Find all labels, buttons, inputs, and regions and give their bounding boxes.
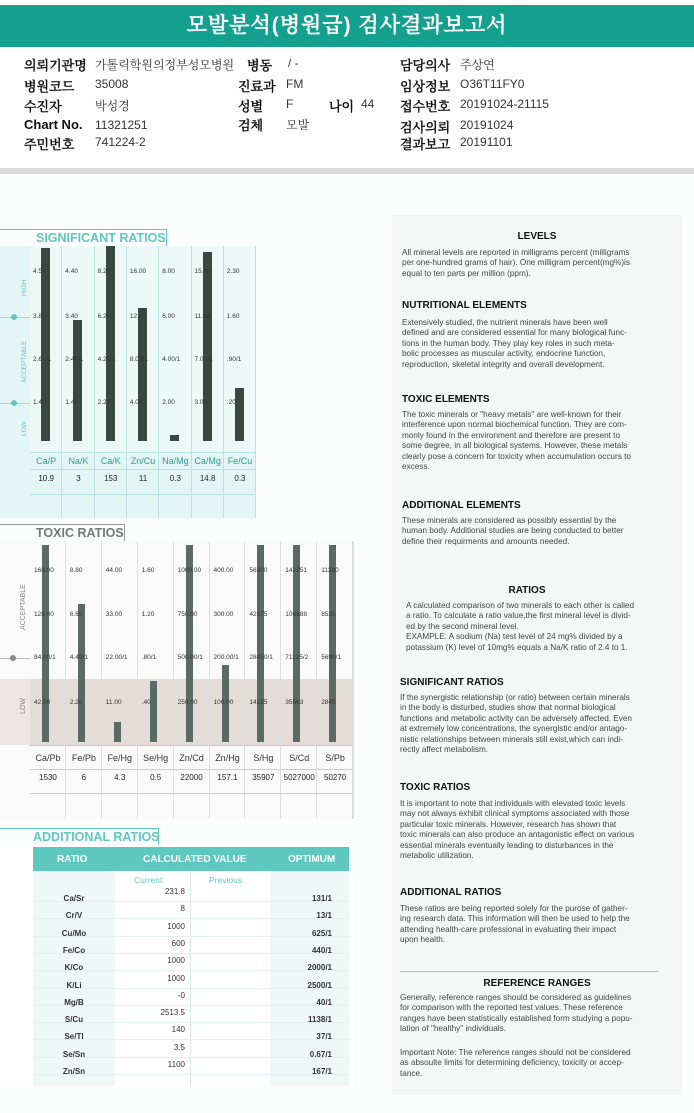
tox-tick-label: 35563	[285, 699, 304, 706]
tox-bar	[42, 545, 49, 742]
add-ratio-name: K/Li	[66, 980, 82, 990]
tox-tick-label: 1000.00	[177, 567, 202, 574]
sig-tick-label: 1.40	[65, 399, 78, 406]
sig-column-name: Ca/P	[36, 456, 57, 466]
doctor-label: 담당의사	[400, 58, 451, 73]
sig-tick-label: 4.50	[33, 268, 46, 275]
hospital-code-label: 병원코드	[24, 79, 75, 94]
sig-column-value: 0.3	[234, 474, 246, 483]
sig-tick-label: 6.20	[97, 313, 111, 320]
tox-column-value: 6	[81, 773, 87, 782]
sig-column-name: Na/K	[68, 456, 89, 466]
receipt-no-label: 접수번호	[400, 99, 451, 114]
sig-tick-label: 3.80	[33, 313, 46, 320]
sig-high-label: HIGH	[21, 279, 28, 296]
add-current-value: 1100	[167, 1060, 185, 1069]
tox-tick-label: 2.20	[69, 699, 83, 706]
sig-divider	[30, 452, 256, 453]
dept-label: 진료과	[238, 79, 276, 94]
rrn-value: 741224-2	[95, 135, 146, 149]
tox-tick-label: 22.00/1	[105, 654, 128, 661]
add-current-value: 2513.5	[160, 1008, 185, 1018]
recipient-value: 박성경	[95, 99, 130, 113]
add-heading: ADDITIONAL RATIOS	[33, 830, 160, 844]
tox-column-name: Zn/Cd	[179, 753, 204, 763]
add-optimum-value: 131/1	[311, 894, 332, 903]
tox-tick-label: 6.60	[69, 611, 83, 618]
tox-tick-label: 300.00	[213, 611, 234, 618]
tox-zone-marker	[10, 655, 16, 661]
sig-column-name: Ca/K	[100, 456, 121, 466]
additional-elements-heading: ADDITIONAL ELEMENTS	[402, 500, 521, 511]
sig-column-name: Na/Mg	[162, 456, 189, 466]
tox-bar	[150, 681, 157, 742]
institution-value: 가톨릭학원의정부성모병원	[95, 58, 235, 72]
sig-tick-label: 4.20/1	[97, 356, 116, 363]
sig-tick-label: 12.00	[129, 313, 147, 320]
sig-tick-label: 4.00/1	[162, 356, 181, 363]
tox-tick-label: 500.00/1	[177, 654, 203, 661]
add-current-value: 600	[171, 938, 185, 948]
tox-tick-label: 250.00	[177, 699, 198, 706]
tox-column-value: 35907	[252, 773, 275, 782]
rrn-label: 주민번호	[24, 137, 75, 152]
institution-label: 의뢰기관명	[24, 58, 87, 73]
tox-column-value: 22000	[180, 773, 203, 782]
add-optimum-value: 40/1	[316, 997, 332, 1007]
sig-tick-label: 2.00	[162, 399, 175, 406]
levels-text: All mineral levels are reported in milligrams percent (milligrams per one-hundred grams of hair). One milligram percent(mg%)is equal to ten parts per million (ppm).	[402, 248, 630, 278]
sig-column-value: 10.9	[38, 474, 54, 483]
add-current-value: 140	[171, 1025, 185, 1035]
add-current-value: -0	[177, 990, 185, 1000]
tox-tick-label: 84.00/1	[34, 654, 56, 661]
tox-column-name: Fe/Pb	[71, 753, 96, 763]
col-ratio-header: RATIO	[57, 854, 88, 865]
sig-column-value: 0.3	[169, 474, 181, 483]
report-date-label: 결과보고	[400, 137, 451, 152]
sig-tick-label: 1.60	[226, 313, 240, 320]
add-ratio-name: Se/Tl	[64, 1032, 84, 1042]
significant-ratios-heading: SIGNIFICANT RATIOS	[400, 677, 504, 688]
sig-bar	[106, 246, 115, 441]
sig-tick-label: 3.00	[194, 399, 208, 406]
clinical-info-value: O36T11FY0	[460, 77, 525, 91]
sig-divider	[30, 494, 256, 495]
tox-column-name: S/Hg	[253, 753, 274, 763]
add-optimum-value: 2000/1	[307, 963, 332, 973]
tox-heading: TOXIC RATIOS	[36, 526, 124, 540]
add-optimum-value: 625/1	[311, 928, 332, 938]
sig-tick-label: 16.00	[129, 268, 147, 275]
add-ratio-name: Se/Sn	[62, 1049, 86, 1059]
recipient-label: 수진자	[24, 99, 62, 114]
tox-tick-label: 42675	[249, 611, 268, 618]
tox-low-label: LOW	[20, 698, 27, 714]
chart-no-value: 11321251	[95, 118, 148, 132]
sig-tick-label: 8.00	[162, 268, 175, 275]
dept-value: FM	[286, 77, 304, 91]
sig-tick-label: 4.40	[65, 268, 78, 275]
tox-tick-label: 200.00/1	[213, 654, 239, 661]
tox-tick-label: 28450/1	[249, 654, 273, 661]
sig-tick-label: 3.40	[65, 313, 78, 320]
sig-low-label: LOW	[21, 421, 28, 436]
sig-tick-label: 2.60/1	[33, 356, 52, 363]
sig-tick-label: 8.00/1	[129, 356, 148, 363]
add-optimum-value: 13/1	[316, 911, 332, 921]
tox-column-value: 157.1	[217, 773, 238, 782]
sig-tick-label: 8.20	[97, 268, 111, 275]
sig-column-value: 3	[76, 474, 81, 483]
tox-tick-label: 8535	[321, 611, 336, 618]
tox-bar	[186, 545, 193, 742]
sig-bar	[170, 435, 179, 441]
add-optimum-value: 2500/1	[307, 980, 332, 990]
add-optimum-value: 167/1	[311, 1067, 332, 1076]
age-value: 44	[361, 97, 375, 111]
sig-tick-label: 1.40	[33, 399, 46, 406]
tox-tick-label: 14225	[249, 699, 268, 706]
tox-bar	[293, 545, 300, 742]
sig-tick-label: 6.00	[162, 313, 175, 320]
sig-tick-label: 4.00	[129, 399, 143, 406]
tox-tick-label: 33.00	[105, 611, 123, 618]
sig-bar	[73, 320, 82, 441]
add-col-divider	[190, 871, 191, 1086]
tox-tick-label: 1.20	[141, 611, 155, 618]
hospital-code-value: 35008	[95, 77, 129, 91]
tox-column-value: 1530	[39, 773, 57, 782]
sig-column-value: 14.8	[199, 474, 216, 483]
tox-acceptable-label: ACCEPTABLE	[20, 584, 27, 630]
tox-tick-label: 4.40/1	[69, 654, 88, 661]
significant-ratios-text: If the synergistic relationship (or ratio) between certain minerals in the body is disturbed, studies show that normal biological functions and metabolic activity can be adversely affected. Even at extremely low concentrations, the synergistic and/or antago- nistic relationships between minerals still exist,which can indi- rectly affect metabolism.	[400, 693, 632, 755]
toxic-elements-heading: TOXIC ELEMENTS	[402, 394, 490, 405]
nutritional-text: Extensively studied, the nutrient minerals have been well defined and are considered essential for many biological func- tions in the human body. They play key roles in such meta- bolic processes as muscular activity, endocrine function, reproduction, skeletal integrity and overall development.	[402, 318, 627, 369]
sub-current-header: Current	[134, 875, 163, 885]
sig-tick-label: 7.00/1	[194, 356, 213, 363]
tox-bar	[257, 545, 264, 742]
add-ratio-name: Mg/B	[64, 997, 84, 1007]
additional-ratios-heading: ADDITIONAL RATIOS	[400, 887, 502, 898]
tox-tick-label: 126.00	[34, 611, 54, 618]
nutritional-heading: NUTRITIONAL ELEMENTS	[402, 300, 527, 311]
add-current-value: 231.8	[164, 887, 185, 896]
add-ratio-name: Fe/Co	[62, 945, 86, 955]
tox-tick-label: 5690/1	[321, 654, 342, 661]
report-title: 모발분석(병원급) 검사결과보고서	[0, 5, 694, 47]
tox-tick-label: 100.00	[213, 699, 234, 706]
ward-value: / -	[288, 56, 299, 70]
reference-heading: REFERENCE RANGES	[483, 978, 591, 989]
tox-tick-label: .40	[141, 699, 151, 706]
sig-heading: SIGNIFICANT RATIOS	[36, 231, 166, 245]
sig-tick-label: 2.20	[97, 399, 111, 406]
additional-elements-text: These minerals are considered as possibly essential by the human body. Additional studies are being conducted to better define their requirments and amounts needed.	[402, 516, 624, 546]
clinical-info-label: 임상정보	[400, 79, 451, 94]
tox-column-name: Se/Hg	[143, 753, 169, 763]
additional-ratios-text: These ratios are being reported solely for the purose of gather- ing research data. This information will then be used to help the attending health-care professional in evaluating their impact upon health.	[400, 904, 630, 945]
levels-heading: LEVELS	[517, 231, 557, 242]
col-calculated-header: CALCULATED VALUE	[143, 854, 247, 865]
tox-tick-label: 42.00	[34, 699, 51, 706]
add-ratio-name: S/Cu	[64, 1015, 84, 1025]
tox-tick-label: 750.00	[177, 611, 198, 618]
tox-column-name: S/Pb	[325, 753, 345, 763]
tox-bar	[329, 545, 336, 742]
toxic-elements-text: The toxic minerals or "heavy metals" are well-known for their interference upon normal biochemical function. They are com- monly found in the environment and therefore are present to some degree, in all biological systems. However, these metals clearly pose a concern for toxicity when accumulation occurs to excess.	[402, 410, 631, 472]
sig-column-value: 153	[104, 474, 118, 483]
sig-bar	[203, 252, 212, 441]
sig-acceptable-label: ACCEPTABLE	[21, 340, 28, 383]
sig-tick-label: 2.40/1	[65, 356, 84, 363]
specimen-value: 모발	[286, 118, 310, 132]
specimen-label: 검체	[238, 118, 264, 133]
add-optimum-value: 37/1	[316, 1032, 332, 1042]
tox-tick-label: .80/1	[141, 654, 157, 661]
tox-tick-label: 168.00	[34, 567, 54, 574]
tox-bar	[114, 722, 121, 742]
report-date-value: 20191101	[460, 135, 513, 149]
sub-previous-header: Previous	[209, 875, 243, 885]
tox-column-value: 5027000	[283, 773, 315, 782]
sig-column-name: Ca/Mg	[194, 456, 221, 466]
tox-divider	[30, 769, 353, 770]
tox-tick-label: 11380	[321, 567, 339, 574]
age-label: 나이	[329, 99, 355, 114]
tox-tick-label: 106688	[285, 611, 307, 618]
ratios-heading: RATIOS	[508, 585, 546, 596]
add-ratio-name: K/Co	[64, 963, 84, 973]
sig-zone-marker	[11, 314, 17, 320]
tox-column-name: Zn/Hg	[215, 753, 240, 763]
sig-column-name: Fe/Cu	[227, 456, 253, 466]
test-request-value: 20191024	[460, 118, 514, 132]
sig-zone-marker	[11, 400, 17, 406]
ward-label: 병동	[247, 58, 273, 73]
toxic-ratios-text: It is important to note that individuals with elevated toxic levels may not always exhibit clinical symptoms associated with those particular toxic minerals. However, research has shown that toxic minerals can also produce an antagonistic effect on various essential minerals eventually leading to disturbances in the metabolic utilization.	[400, 799, 635, 861]
toxic-ratios-heading: TOXIC RATIOS	[400, 782, 471, 793]
tox-tick-label: 11.00	[105, 699, 122, 706]
sig-divider	[30, 469, 256, 470]
reference-text: Generally, reference ranges should be considered as guidelines for comparison with the reported test values. These reference ranges have been statistically established form studying a popu- lation of "healthy" individuals.	[400, 993, 633, 1034]
tox-column-value: 0.5	[150, 773, 162, 782]
sig-tick-label: 11.00	[194, 313, 211, 320]
add-current-value: 1000	[167, 973, 185, 983]
tox-tick-label: 44.00	[105, 567, 123, 574]
add-ratio-name: Zn/Sn	[62, 1067, 86, 1076]
add-table-header	[33, 847, 349, 871]
add-optimum-value: 1138/1	[307, 1015, 332, 1025]
sig-tick-label: 15.00	[194, 268, 211, 275]
sig-bar	[235, 388, 244, 441]
ratios-text: A calculated comparison of two minerals to each other is called a ratio. To calculate a ratio value,the first mineral level is divid- ed by the second mineral level. EXAMPLE: A sodium (Na) test level of 24 mg% divided by a potassium (K) level of 10mg% equals a Na/K ratio of 2.4 to 1.	[406, 601, 635, 652]
tox-tick-label: 2845	[321, 699, 336, 706]
doctor-value: 주상연	[460, 58, 495, 72]
tox-column-name: Ca/Pb	[35, 753, 61, 763]
reference-divider	[400, 971, 658, 972]
tox-bar	[78, 604, 85, 742]
important-note: Important Note: The reference ranges should not be considered as absoulte limits for determining deficiency, toxicity or accep- tance.	[400, 1048, 631, 1078]
sig-bar	[41, 248, 50, 441]
sig-column-value: 11	[138, 474, 148, 483]
separator-band	[0, 168, 694, 174]
tox-tick-label: 142251	[285, 567, 307, 574]
sig-column-name: Zn/Cu	[130, 456, 156, 466]
add-current-value: 8	[180, 904, 185, 914]
chart-no-label: Chart No.	[24, 117, 83, 132]
col-optimum-header: OPTIMUM	[288, 854, 336, 865]
tox-tick-label: 56900	[249, 567, 268, 574]
tox-column-value: 50270	[324, 773, 347, 782]
add-current-value: 1000	[167, 921, 185, 931]
add-ratio-name: Cr/V	[65, 911, 83, 921]
sex-value: F	[286, 97, 294, 111]
tox-column-name: S/Cd	[289, 753, 310, 763]
add-current-value: 3.5	[173, 1042, 185, 1052]
add-ratio-name: Cu/Mo	[61, 928, 87, 938]
tox-tick-label: 400.00	[213, 567, 234, 574]
add-ratio-name: Ca/Sr	[63, 894, 85, 903]
sig-tick-label: 2.30	[226, 268, 240, 275]
add-optimum-value: 440/1	[311, 945, 332, 955]
tox-column-value: 4.3	[114, 773, 126, 782]
tox-divider	[30, 793, 353, 794]
add-optimum-value: 0.67/1	[309, 1049, 332, 1059]
add-current-value: 1000	[167, 956, 185, 966]
receipt-no-value: 20191024-21115	[460, 97, 549, 111]
tox-column-name: Fe/Hg	[107, 753, 132, 763]
sig-tick-label: .20	[226, 399, 236, 406]
tox-divider	[30, 745, 353, 746]
tox-tick-label: 71125/2	[285, 654, 309, 661]
test-request-label: 검사의뢰	[400, 120, 451, 135]
sex-label: 성별	[238, 99, 264, 114]
tox-tick-label: 8.80	[69, 567, 83, 574]
sig-bar	[138, 308, 147, 441]
tox-tick-label: 1.60	[141, 567, 155, 574]
sig-tick-label: .90/1	[226, 356, 242, 363]
